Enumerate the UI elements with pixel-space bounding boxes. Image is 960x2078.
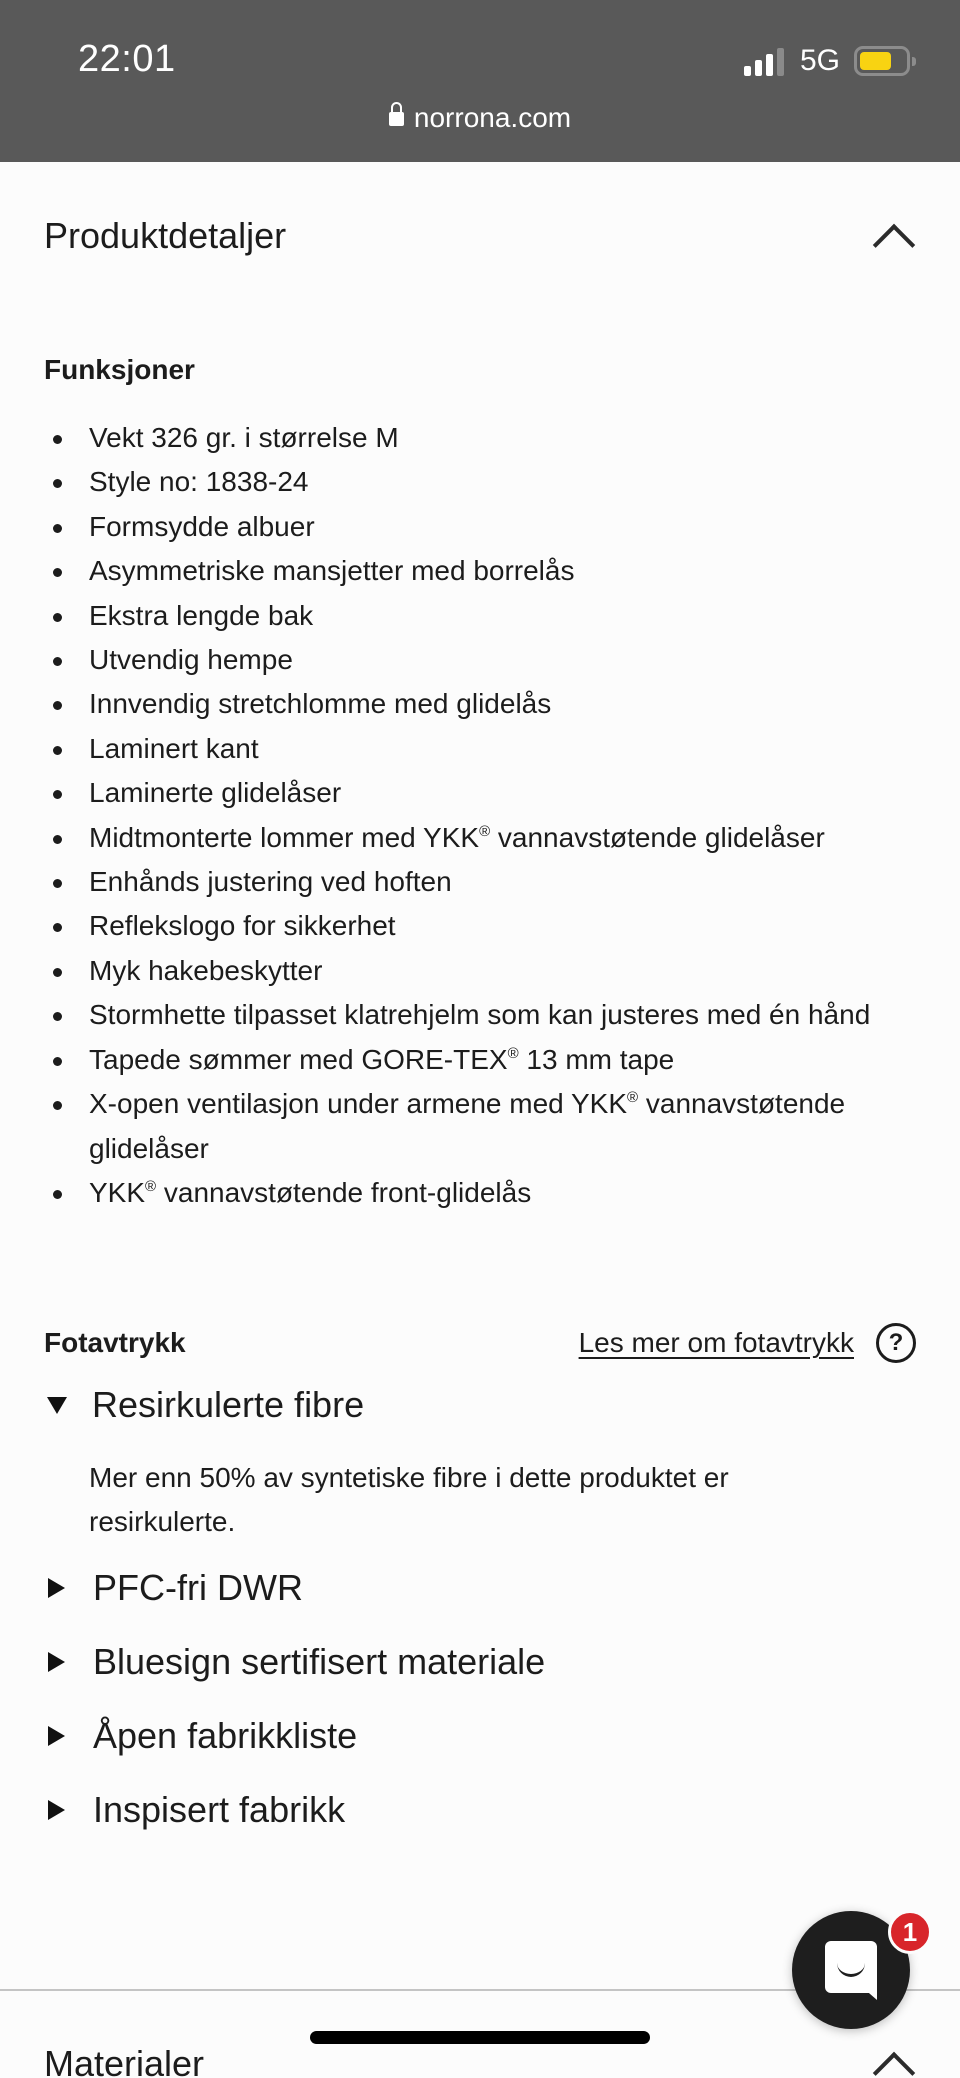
caret-right-icon — [48, 1726, 65, 1746]
chevron-up-icon[interactable] — [870, 2049, 916, 2078]
footprint-title: Fotavtrykk — [44, 1327, 186, 1358]
list-item: X-open ventilasjon under armene med YKK® vannavstøtende glidelåser — [44, 1082, 924, 1171]
section-title-product-details: Produktdetaljer — [44, 215, 287, 256]
list-item: Ekstra lengde bak — [44, 594, 924, 638]
caret-right-icon — [48, 1652, 65, 1672]
accordion-item-inspected-factory[interactable]: Inspisert fabrikk — [44, 1789, 345, 1831]
chevron-up-icon[interactable] — [870, 221, 916, 251]
list-item: Style no: 1838-24 — [44, 460, 924, 504]
list-item: Utvendig hempe — [44, 638, 924, 682]
accordion-item-bluesign[interactable]: Bluesign sertifisert materiale — [44, 1641, 545, 1683]
clock: 22:01 — [78, 38, 176, 80]
list-item: Myk hakebeskytter — [44, 949, 924, 993]
list-item: Laminerte glidelåser — [44, 771, 924, 815]
list-item: Enhånds justering ved hoften — [44, 860, 924, 904]
status-bar — [0, 0, 960, 162]
list-item: Reflekslogo for sikkerhet — [44, 904, 924, 948]
accordion-body-recycled-fibres: Mer enn 50% av syntetiske fibre i dette produktet er resirkulerte. — [89, 1462, 729, 1538]
list-item: Formsydde albuer — [44, 505, 924, 549]
list-item: Laminert kant — [44, 727, 924, 771]
caret-down-icon — [47, 1397, 67, 1414]
address-bar[interactable] — [0, 102, 960, 134]
list-item: Asymmetriske mansjetter med borrelås — [44, 549, 924, 593]
accordion-item-pfc-free-dwr[interactable]: PFC-fri DWR — [44, 1567, 303, 1609]
network-type: 5G — [800, 44, 841, 77]
list-item: Vekt 326 gr. i størrelse M — [44, 416, 924, 460]
battery-icon — [854, 46, 910, 76]
footprint-header — [44, 1318, 916, 1368]
home-indicator[interactable] — [310, 2031, 650, 2044]
help-icon[interactable]: ? — [876, 1323, 916, 1363]
cellular-signal-icon — [744, 48, 786, 76]
list-item: Innvendig stretchlomme med glidelås — [44, 682, 924, 726]
notification-badge: 1 — [888, 1910, 932, 1954]
product-details-header[interactable] — [44, 206, 916, 266]
list-item: YKK® vannavstøtende front-glidelås — [44, 1171, 924, 1215]
list-item: Midtmonterte lommer med YKK® vannavstøtende glidelåser — [44, 816, 924, 860]
read-more-footprint-link[interactable]: Les mer om fotavtrykk — [578, 1327, 854, 1358]
list-item: Stormhette tilpasset klatrehjelm som kan justeres med én hånd — [44, 993, 924, 1037]
lock-icon — [389, 112, 404, 126]
features-list — [44, 416, 924, 1215]
accordion-item-open-factory-list[interactable]: Åpen fabrikkliste — [44, 1715, 357, 1757]
caret-right-icon — [48, 1800, 65, 1820]
accordion-item-recycled-fibres[interactable]: Resirkulerte fibre — [44, 1384, 364, 1426]
url-text: norrona.com — [413, 102, 572, 133]
features-title: Funksjoner — [44, 354, 195, 385]
section-title-materials: Materialer — [44, 2043, 205, 2078]
list-item: Tapede sømmer med GORE-TEX® 13 mm tape — [44, 1038, 924, 1082]
caret-right-icon — [48, 1578, 65, 1598]
